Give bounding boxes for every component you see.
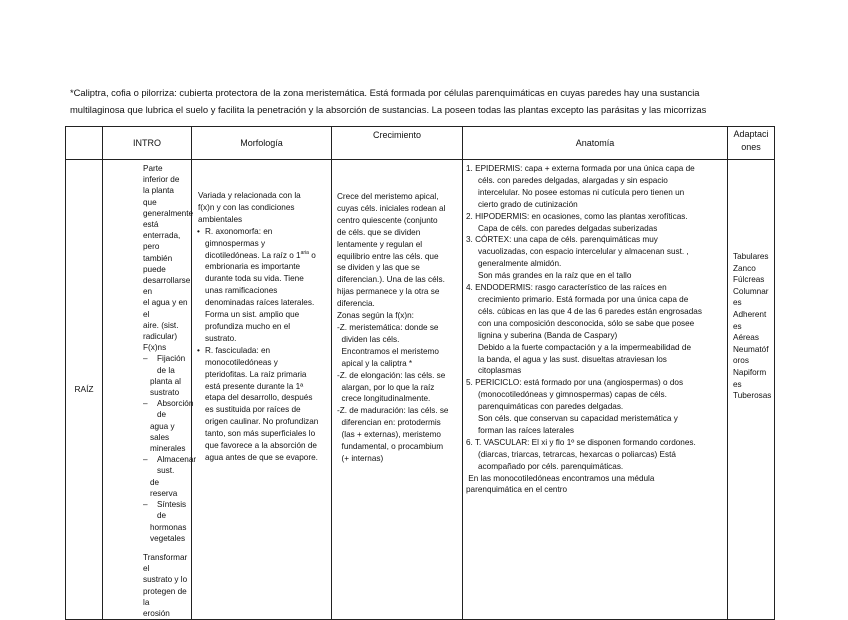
morfologia-line <box>198 381 325 393</box>
morfologia-line <box>198 369 325 381</box>
anatomia-line: la banda, el agua y las sust. disueltas atraviesan los <box>478 354 667 364</box>
morfologia-text: f(x)n y con las condiciones <box>198 202 295 212</box>
morfologia-text: origen caulinar. No profundizan <box>205 417 319 427</box>
anatomia-line: 2. HIPODERMIS: en ocasiones, como las plantas xerofíticas. <box>466 211 688 221</box>
morfologia-text: unas ramificaciones <box>205 286 278 296</box>
crecimiento-line: diferencia. <box>337 299 375 309</box>
morfologia-text: dicotiledóneas. La raíz o 1 <box>205 250 301 260</box>
morfologia-text: monocotiledóneas y <box>205 357 278 367</box>
morfologia-text: denominadas raíces laterales. <box>205 298 315 308</box>
anatomia-line: vacuolizadas, con espacio intercelular y almacenan sust. , <box>478 247 689 257</box>
root-summary-table <box>65 126 775 620</box>
header-adaptaciones <box>728 127 775 160</box>
morfologia-line <box>198 357 325 369</box>
raiz-row <box>66 160 775 620</box>
morfologia-text: etapa del desarrollo, después <box>205 393 313 403</box>
header-empty <box>66 127 103 160</box>
intro-line: pero también <box>143 242 173 263</box>
morfologia-text: R. axonomorfa: en <box>205 226 273 236</box>
crecimiento-line: equilibrio entre las céls. que <box>337 251 439 261</box>
anatomia-line: Debido a la fuerte compactación y a la impermeabilidad de <box>478 342 691 352</box>
morfologia-line <box>198 261 325 273</box>
anatomia-line: lignina y suberina (Banda de Caspary) <box>478 330 618 340</box>
morfologia-line <box>198 452 325 464</box>
morfologia-line <box>198 404 325 416</box>
crecimiento-line: crece longitudinalmente. <box>337 394 431 404</box>
morfologia-line <box>198 309 325 321</box>
anatomia-line: parenquimática en el centro <box>466 485 568 495</box>
anatomia-line: forman las raíces laterales <box>478 425 575 435</box>
intro-function-line: de reserva <box>150 477 178 498</box>
anatomia-line: 5. PERICICLO: está formado por una (angiospermas) o dos <box>466 378 684 388</box>
intro-line: radicular) <box>143 332 178 342</box>
row-label: RAÍZ <box>66 160 103 620</box>
morfologia-line <box>198 250 325 262</box>
morfologia-line <box>198 440 325 452</box>
crecimiento-line: de céls. que se dividen <box>337 227 421 237</box>
crecimiento-line: Zonas según la f(x)n: <box>337 311 414 321</box>
morfologia-text: que favorece a la absorción de <box>205 441 317 451</box>
crecimiento-line: alargan, por lo que la raíz <box>337 382 435 392</box>
morfologia-text: tanto, son más superficiales lo <box>205 429 316 439</box>
intro-spacer <box>143 544 188 552</box>
morfologia-text: agua antes de que se evapore. <box>205 452 318 462</box>
adaptacion-line: Zanco <box>733 263 756 273</box>
intro-line: está enterrada, <box>143 220 181 241</box>
crecimiento-line: centro quiescente (conjunto <box>337 215 438 225</box>
anatomia-line: cierto grado de cutinización <box>478 199 578 209</box>
intro-function-line: sustrato <box>150 388 180 398</box>
morfologia-text: Variada y relacionada con la <box>198 191 301 200</box>
anatomia-line: Son más grandes en la raíz que en el tallo <box>478 271 632 281</box>
anatomia-cell <box>463 160 728 620</box>
adaptacion-line: Tuberosas <box>733 391 772 401</box>
anatomia-line: Capa de céls. con paredes delgadas suberizadas <box>478 223 658 233</box>
crecimiento-line: Encontramos el meristemo <box>337 346 439 356</box>
crecimiento-line: lentamente y regulan el <box>337 239 423 249</box>
intro-function-line: planta al <box>150 376 181 386</box>
morfologia-text: profundiza mucho en el <box>205 321 291 331</box>
adaptacion-line: Tabulares <box>733 252 769 261</box>
anatomia-line: con una composición desconocida, sólo se sabe que posee <box>478 318 695 328</box>
adaptacion-line: Neumatóf <box>733 344 769 354</box>
header-intro: INTRO <box>103 127 192 160</box>
intro-cell <box>103 160 197 620</box>
crecimiento-line: apical y la caliptra * <box>337 358 413 368</box>
header-anatomia: Anatomía <box>463 127 728 160</box>
crecimiento-line: fundamental, o procambium <box>337 442 444 452</box>
anatomia-line: parenquimáticas con paredes delgadas. <box>478 402 624 412</box>
crecimiento-line: cuyas céls. iniciales rodean al <box>337 203 446 213</box>
anatomia-line: acompañado por céls. parenquimáticas. <box>478 461 624 471</box>
intro-line: la planta que <box>143 186 174 207</box>
morfologia-text: gimnospermas y <box>205 238 266 248</box>
anatomia-line: 3. CÓRTEX: una capa de céls. parenquimáticas muy <box>466 235 658 245</box>
morfologia-line <box>198 238 325 250</box>
intro-function-line: agua y sales <box>150 421 175 442</box>
morfologia-text: sustrato. <box>205 333 237 343</box>
header-crecimiento: Crecimiento <box>332 127 463 160</box>
morfologia-cell <box>192 160 332 620</box>
morfologia-text: es sustituida por raíces de <box>205 405 301 415</box>
intro-line: aire. (sist. <box>143 320 179 330</box>
morfologia-text: durante toda su vida. Tiene <box>205 274 304 284</box>
morfologia-line <box>198 333 325 345</box>
intro-line: el agua y en el <box>143 298 188 319</box>
morfologia-line <box>198 416 325 428</box>
header-row <box>66 127 775 160</box>
anatomia-line: generalmente almidón. <box>478 259 562 269</box>
adaptaciones-cell <box>728 160 775 620</box>
anatomia-line: céls. cúbicas en las que 4 de las 6 paredes están engrosadas <box>478 306 702 316</box>
adaptacion-line: Adherent <box>733 309 767 319</box>
intro-function-line: – Fijación de la <box>143 353 188 375</box>
adaptacion-line: Fúlcreas <box>733 275 765 285</box>
intro-closing-line: Transformar el <box>143 552 188 574</box>
morfologia-text: R. fasciculada: en <box>205 345 271 355</box>
crecimiento-line: hijas permanece y la otra se <box>337 287 440 297</box>
note-line-2: multilaginosa que lubrica el suelo y facilita la penetración y la absorción de sustancias. La poseen todas las plantas excepto las parásitas y las micorrizas <box>70 104 707 115</box>
crecimiento-line: -Z. meristemática: donde se <box>337 322 439 332</box>
crecimiento-cell <box>332 160 463 620</box>
crecimiento-line: dividen las céls. <box>337 334 400 344</box>
intro-function-line: – Absorción de <box>143 398 188 420</box>
intro-closing-line: sustrato y lo <box>143 575 188 585</box>
morfologia-line <box>198 202 325 214</box>
crecimiento-line: -Z. de maduración: las céls. se <box>337 406 449 416</box>
crecimiento-line: -Z. de elongación: las céls. se <box>337 370 446 380</box>
morfologia-line <box>198 226 325 238</box>
morfologia-line <box>198 321 325 333</box>
morfologia-line <box>198 428 325 440</box>
adaptacion-line: es <box>733 321 742 331</box>
morfologia-line <box>198 285 325 297</box>
header-morfologia: Morfología <box>192 127 332 160</box>
intro-function-line: – Síntesis de <box>143 499 188 521</box>
anatomia-line: céls. con paredes delgadas, alargadas y sin espacio <box>478 175 668 185</box>
morfologia-line <box>198 297 325 309</box>
morfologia-line <box>198 345 325 357</box>
intro-line: desarrollarse en <box>143 276 191 297</box>
morfologia-text: embrionaria es importante <box>205 262 301 272</box>
caliptra-note <box>70 84 790 118</box>
anatomia-line: 6. T. VASCULAR: El xi y flo 1º se disponen formando cordones. <box>466 437 696 447</box>
note-line-1: *Caliptra, cofia o pilorriza: cubierta protectora de la zona meristemática. Está formada por células parenquimáticas en cuyas paredes hay una sustancia <box>70 87 700 98</box>
header-adaptaciones-line1: Adaptaci <box>733 129 769 139</box>
intro-closing-line: erosión <box>143 608 170 618</box>
intro-line: generalmente <box>143 208 194 218</box>
crecimiento-line: se dividen y las que se <box>337 263 420 273</box>
anatomia-line: 1. EPIDERMIS: capa + externa formada por una única capa de <box>466 164 695 173</box>
morfologia-line <box>198 392 325 404</box>
header-adaptaciones-line2: ones <box>741 142 761 152</box>
intro-function-line: hormonas <box>150 522 187 532</box>
intro-line: puede <box>143 264 166 274</box>
anatomia-line: (diarcas, triarcas, tetrarcas, hexarcas o poliarcas) Está <box>478 449 676 459</box>
adaptacion-line: Aéreas <box>733 333 759 343</box>
intro-function-line: vegetales <box>150 533 186 543</box>
intro-closing-line: protegen de la <box>143 586 187 607</box>
morfologia-line <box>198 273 325 285</box>
anatomia-line: intercelular. No posee estomas ni cutícula pero tienen un <box>478 187 685 197</box>
intro-function-line: – Almacenar sust. <box>143 454 188 476</box>
anatomia-line: Son céls. que conservan su capacidad meristemática y <box>478 414 678 424</box>
morfologia-text: pteridofitas. La raíz primaria <box>205 369 307 379</box>
crecimiento-line: diferencian.). Una de las céls. <box>337 275 445 285</box>
crecimiento-line: (las + externas), meristemo <box>337 430 441 440</box>
anatomia-line: citoplasmas <box>478 366 522 376</box>
morfologia-line <box>198 214 325 226</box>
adaptacion-line: Napiform <box>733 367 767 377</box>
intro-line: Parte inferior de <box>143 164 180 185</box>
anatomia-line: crecimiento primario. Está formada por una única capa de <box>478 294 689 304</box>
morfologia-superscript: aria <box>300 249 309 256</box>
crecimiento-line: diferencian en: protodermis <box>337 418 441 428</box>
adaptacion-line: Columnar <box>733 286 769 296</box>
morfologia-text: está presente durante la 1ª <box>205 381 304 391</box>
adaptacion-line: es <box>733 379 742 389</box>
morfologia-text: ambientales <box>198 214 243 224</box>
adaptacion-line: oros <box>733 356 749 366</box>
anatomia-line: (monocotiledóneas y gimnospermas) capas de céls. <box>478 390 667 400</box>
morfologia-line <box>198 190 325 202</box>
anatomia-line: En las monocotiledóneas encontramos una médula <box>466 473 655 483</box>
adaptacion-line: es <box>733 298 742 308</box>
crecimiento-line: (+ internas) <box>337 453 384 463</box>
anatomia-line: 4. ENDODERMIS: rasgo característico de las raíces en <box>466 283 667 293</box>
crecimiento-line: Crece del meristemo apical, <box>337 192 439 201</box>
intro-function-line: minerales <box>150 444 186 454</box>
intro-line: F(x)ns <box>143 343 167 353</box>
morfologia-text-tail: o <box>308 250 316 260</box>
morfologia-text: Forma un sist. amplio que <box>205 310 300 320</box>
